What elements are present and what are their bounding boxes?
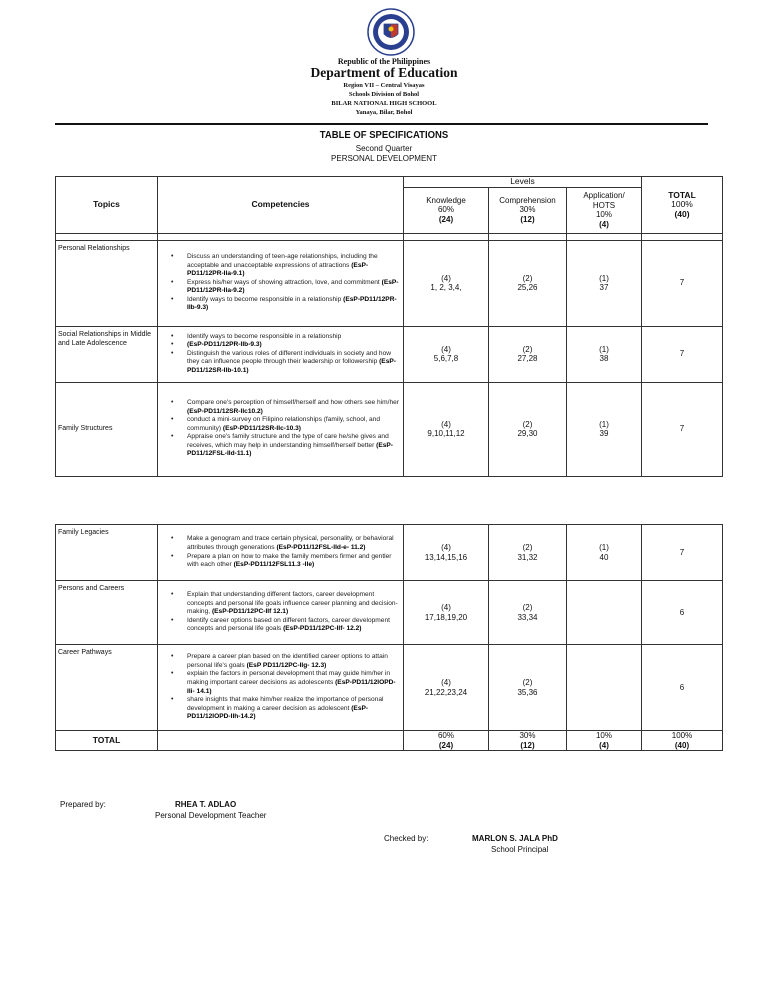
table-row [56, 382, 723, 476]
knowledge-cell: (4) 9,10,11,12 [404, 382, 489, 476]
department-name: Department of Education [310, 65, 458, 80]
comprehension-header: Comprehension 30% (12) [489, 187, 567, 233]
competency-item: • Prepare a career plan based on the identified career options to attain personal life's goals (EsP PD11/12PC-IIg- 12.3) [187, 653, 401, 670]
competencies-cell [158, 326, 404, 382]
school-address: Yanaya, Bilar, Bohol [355, 109, 413, 116]
competencies-cell [158, 240, 404, 326]
competency-item: • Appraise one's family structure and the type of care he/she gives and receives, which may help in understanding himself/herself better (EsP-PD11/12FSL-IId-11.1) [187, 433, 401, 459]
totals-label: TOTAL [56, 731, 158, 751]
table-row [56, 525, 723, 581]
row-total-cell: 7 [642, 326, 723, 382]
row-total-cell: 7 [642, 525, 723, 581]
knowledge-cell: (4) 1, 2, 3,4, [404, 240, 489, 326]
knowledge-total-cell: 60% (24) [404, 731, 489, 751]
table-row [56, 581, 723, 645]
knowledge-cell: (4) 17,18,19,20 [404, 581, 489, 645]
comprehension-cell: (2) 31,32 [489, 525, 567, 581]
competency-item: • Identify career options based on different factors, career development concepts and personal life goals (EsP-PD11/12PC-IIf- 12.2) [187, 617, 401, 634]
knowledge-cell: (4) 13,14,15,16 [404, 525, 489, 581]
knowledge-cell: (4) 5,6,7,8 [404, 326, 489, 382]
competency-item: • Explain that understanding different factors, career development concepts and personal life goals influence career planning and decision-making, (EsP-PD11/12PC-IIf 12.1) [187, 591, 401, 617]
knowledge-cell: (4) 21,22,23,24 [404, 645, 489, 731]
table-row [56, 326, 723, 382]
topic-cell: Personal Relationships [56, 240, 158, 326]
region-line: Region VII – Central Visayas [343, 82, 425, 89]
competency-item: • Distinguish the various roles of different individuals in society and how they can influence people through their leadership or followership (EsP-PD11/12SR-IIb-10.1) [187, 350, 401, 376]
grand-total-cell: 100% (40) [642, 731, 723, 751]
division-line: Schools Division of Bohol [348, 91, 420, 98]
table-row [56, 240, 723, 326]
knowledge-header: Knowledge 60% (24) [404, 187, 489, 233]
quarter-line: Second Quarter [355, 144, 413, 153]
prepared-by-label: Prepared by: [60, 800, 106, 809]
total-header: TOTAL 100% (40) [642, 177, 723, 234]
competency-item: • Compare one's perception of himself/herself and how others see him/her (EsP-PD11/12SR-IIc10.2) [187, 399, 401, 416]
topics-header: Topics [56, 177, 158, 234]
checked-by-title: School Principal [491, 845, 549, 854]
competency-item: • Express his/her ways of showing attraction, love, and commitment (EsP-PD11/12PR-IIa-9.2) [187, 279, 401, 296]
application-header: Application/ HOTS 10% (4) [567, 187, 642, 233]
totals-row [56, 731, 723, 751]
competencies-cell [158, 581, 404, 645]
competency-item: • (EsP-PD11/12PR-IIb-9.3) [187, 341, 401, 350]
table-row [56, 645, 723, 731]
application-cell: (1) 39 [567, 382, 642, 476]
school-name: BILAR NATIONAL HIGH SCHOOL [331, 100, 437, 107]
specifications-table-part1 [55, 176, 723, 477]
specifications-table-part2 [55, 524, 723, 751]
prepared-by-title: Personal Development Teacher [155, 811, 267, 820]
row-total-cell: 7 [642, 240, 723, 326]
comprehension-cell: (2) 29,30 [489, 382, 567, 476]
topic-cell: Career Pathways [56, 645, 158, 731]
application-cell [567, 581, 642, 645]
totals-empty-cell [158, 731, 404, 751]
topic-cell: Social Relationships in Middle and Late Adolescence [56, 326, 158, 382]
row-total-cell: 7 [642, 382, 723, 476]
deped-seal-logo [367, 8, 415, 56]
competency-item: • Identify ways to become responsible in a relationship [187, 333, 401, 342]
application-cell: (1) 37 [567, 240, 642, 326]
checked-by-name: MARLON S. JALA PhD [472, 834, 558, 843]
competency-item: • Make a genogram and trace certain physical, personality, or behavioral attributes through generations (EsP-PD11/12FSL-IId-e- 11.2) [187, 535, 401, 552]
competency-item: • explain the factors in personal development that may guide him/her in making important career decisions as adolescents (EsP-PD11/12IOPD-IIi- 14.1) [187, 670, 401, 696]
subject-line: PERSONAL DEVELOPMENT [331, 154, 437, 163]
competencies-cell [158, 525, 404, 581]
comprehension-cell: (2) 25,26 [489, 240, 567, 326]
application-cell [567, 645, 642, 731]
row-total-cell: 6 [642, 645, 723, 731]
competency-item: • Discuss an understanding of teen-age relationships, including the acceptable and unacceptable expressions of attractions (EsP-PD11/12PR-IIa-9.1) [187, 253, 401, 279]
application-total-cell: 10% (4) [567, 731, 642, 751]
application-cell: (1) 40 [567, 525, 642, 581]
topic-cell: Family Structures [56, 382, 158, 476]
checked-by-label: Checked by: [384, 834, 429, 843]
competency-item: • share insights that make him/her realize the importance of personal development in making a career decision as adolescent (EsP-PD11/12IOPD-IIh-14.2) [187, 696, 401, 722]
levels-header: Levels [404, 177, 642, 188]
competency-item: • Prepare a plan on how to make the family members firmer and gentler with each other (EsP-PD11/12FSL11.3 -IIe) [187, 553, 401, 570]
prepared-by-name: RHEA T. ADLAO [175, 800, 237, 809]
competency-item: • Identify ways to become responsible in a relationship (EsP-PD11/12PR-IIb-9.3) [187, 296, 401, 313]
topic-cell: Family Legacies [56, 525, 158, 581]
competency-item: • conduct a mini-survey on Filipino relationships (family, school, and community) (EsP-PD11/12SR-IIc-10.3) [187, 416, 401, 433]
republic-line: Republic of the Philippines [337, 57, 431, 66]
row-total-cell: 6 [642, 581, 723, 645]
comprehension-total-cell: 30% (12) [489, 731, 567, 751]
application-cell: (1) 38 [567, 326, 642, 382]
topic-cell: Persons and Careers [56, 581, 158, 645]
comprehension-cell: (2) 33,34 [489, 581, 567, 645]
competencies-cell [158, 645, 404, 731]
competencies-cell [158, 382, 404, 476]
comprehension-cell: (2) 27,28 [489, 326, 567, 382]
document-title: TABLE OF SPECIFICATIONS [319, 130, 449, 141]
comprehension-cell: (2) 35,36 [489, 645, 567, 731]
competencies-header: Competencies [158, 177, 404, 234]
header-divider [55, 123, 708, 125]
